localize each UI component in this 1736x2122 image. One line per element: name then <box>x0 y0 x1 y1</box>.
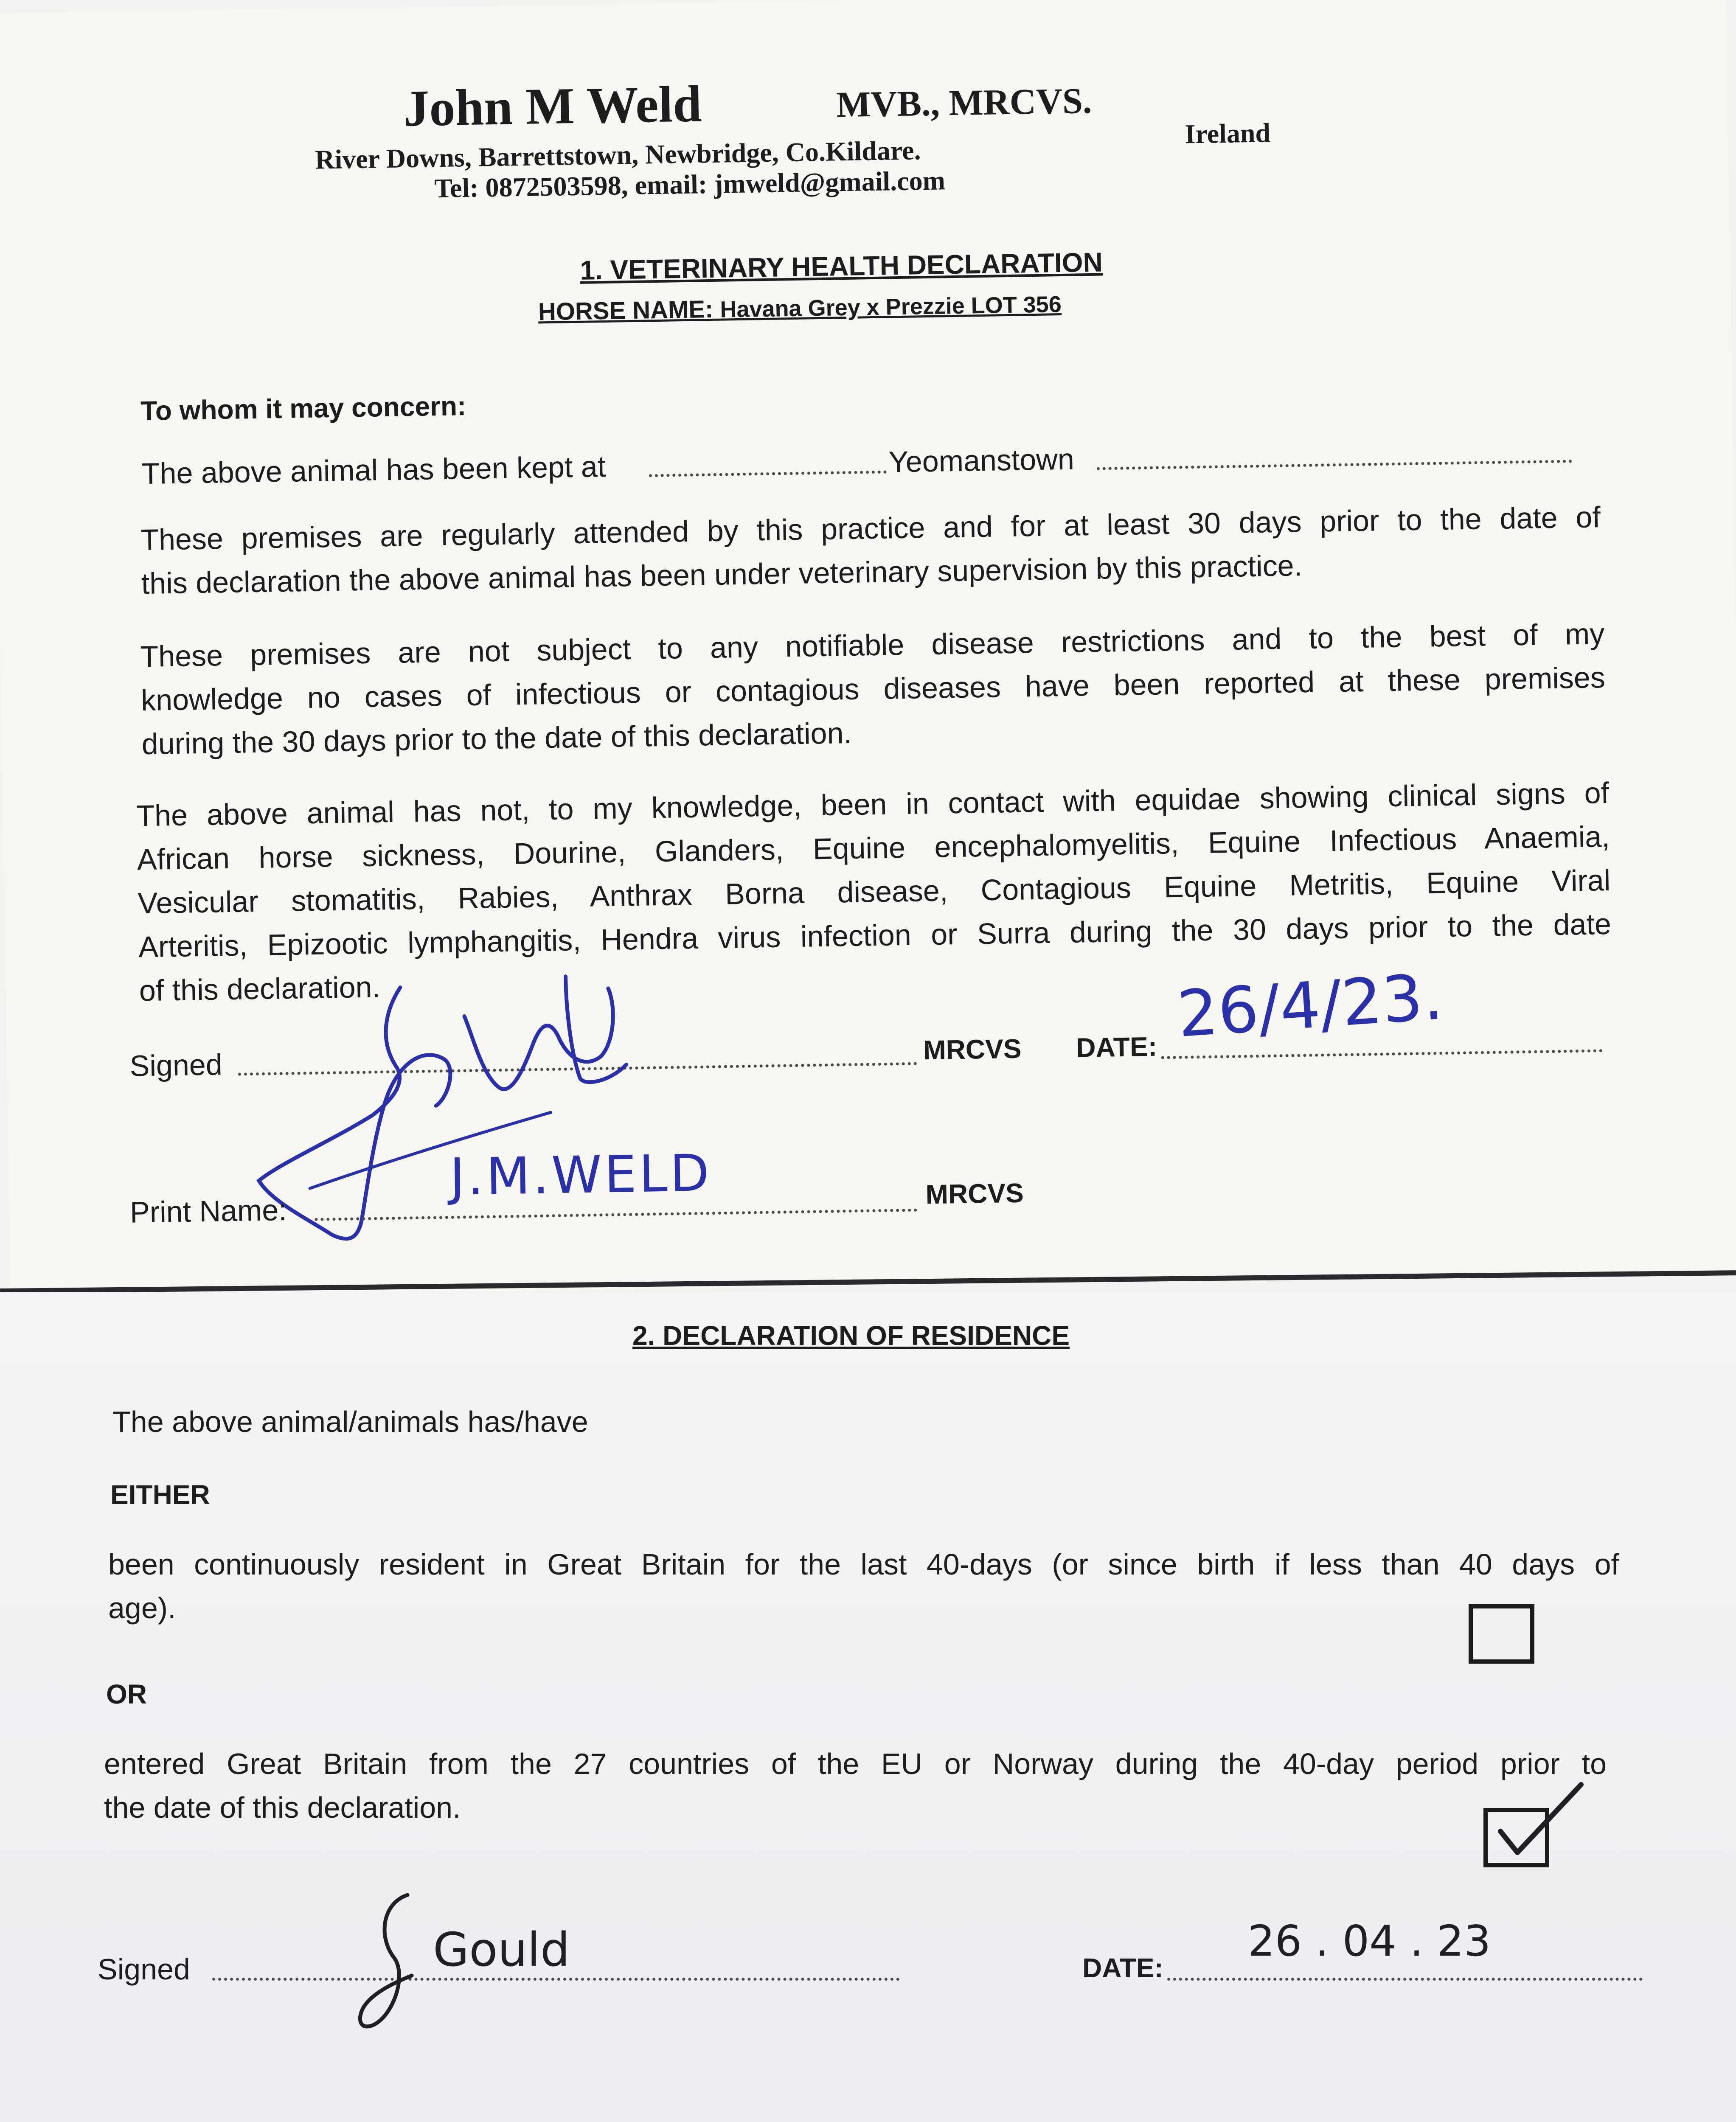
vet-signature-scribble <box>243 958 672 1270</box>
vet-signed-label: Signed <box>129 1048 223 1083</box>
paragraph-line: this declaration the above animal has been under veterinary supervision by this practice. <box>141 549 1303 601</box>
print-mrcvs-label: MRCVS <box>925 1177 1024 1210</box>
section2-title: 2. DECLARATION OF RESIDENCE <box>632 1320 1070 1351</box>
print-name-label: Print Name: <box>129 1193 287 1229</box>
paragraph-line: The above animal has not, to my knowledge, been in contact with equidae showing clinical signs of <box>136 776 1610 833</box>
paragraph-line: been continuously resident in Great Britain for the last 40-days (or since birth if less than 40 days of <box>108 1548 1619 1581</box>
owner-date-handwritten: 26 . 04 . 23 <box>1248 1916 1491 1966</box>
kept-at-dotted-line-2 <box>1097 460 1572 470</box>
paragraph-line: Vesicular stomatitis, Rabies, Anthrax Borna disease, Contagious Equine Metritis, Equine Viral <box>138 863 1611 920</box>
paragraph-line: knowledge no cases of infectious or contagious diseases have been reported at these premises <box>140 661 1606 717</box>
horse-name-value: Havana Grey x Prezzie LOT 356 <box>719 292 1062 323</box>
paragraph-supervision <box>140 495 1601 606</box>
paragraph-line: during the 30 days prior to the date of this declaration. <box>141 716 852 761</box>
paragraph-line: These premises are regularly attended by this practice and for at least 30 days prior to the date of <box>140 500 1601 557</box>
paragraph-line: age). <box>108 1592 176 1625</box>
kept-at-value: Yeomanstown <box>888 442 1075 479</box>
practice-contact: Tel: 0872503598, email: jmweld@gmail.com <box>434 165 946 204</box>
paragraph-no-restrictions <box>140 612 1606 766</box>
kept-at-dotted-line-1 <box>649 471 887 477</box>
paragraph-line: African horse sickness, Dourine, Glanders, Equine encephalomyelitis, Equine Infectious Anaemia, <box>137 820 1610 876</box>
residence-declaration-sheet <box>0 1292 1736 2122</box>
either-label: EITHER <box>110 1479 210 1510</box>
residence-intro: The above animal/animals has/have <box>112 1405 588 1438</box>
practice-country: Ireland <box>1184 118 1271 149</box>
option-resident-text <box>108 1543 1619 1630</box>
paragraph-line: Arteritis, Epizootic lymphangitis, Hendra virus infection or Surra during the 30 days prior to the date <box>138 907 1612 964</box>
practitioner-qualifications: MVB., MRCVS. <box>836 80 1092 125</box>
kept-at-label: The above animal has been kept at <box>141 449 606 491</box>
vet-mrcvs-label: MRCVS <box>923 1033 1022 1066</box>
practice-address: River Downs, Barrettstown, Newbridge, Co.Kildare. <box>315 135 921 175</box>
option-resident-checkbox[interactable] <box>1469 1604 1534 1664</box>
vet-date-label: DATE: <box>1076 1031 1157 1063</box>
paragraph-line: entered Great Britain from the 27 countries of the EU or Norway during the 40-day period prior to <box>104 1747 1607 1780</box>
paragraph-line: of this declaration. <box>139 970 381 1008</box>
paragraph-line: the date of this declaration. <box>104 1791 461 1824</box>
vet-date-line <box>1161 1049 1603 1059</box>
horse-name-line <box>538 289 1062 326</box>
owner-date-line <box>1167 1978 1643 1981</box>
practitioner-name: John M Weld <box>403 75 702 138</box>
horse-name-label: HORSE NAME: <box>538 295 714 326</box>
owner-signature-line <box>212 1978 900 1981</box>
vet-date-handwritten: 26/4/23. <box>1175 960 1445 1052</box>
owner-signed-label: Signed <box>98 1953 190 1986</box>
print-name-handwritten: J.M.WELD <box>449 1144 712 1207</box>
section1-title: 1. VETERINARY HEALTH DECLARATION <box>579 247 1103 286</box>
owner-signature-handwritten: Gould <box>433 1923 570 1977</box>
checkmark-icon <box>1488 1780 1590 1865</box>
salutation: To whom it may concern: <box>140 390 466 427</box>
or-label: OR <box>106 1679 147 1709</box>
option-entered-text <box>104 1742 1607 1830</box>
paragraph-line: These premises are not subject to any notifiable disease restrictions and to the best of my <box>140 617 1605 674</box>
owner-date-label: DATE: <box>1082 1953 1163 1983</box>
